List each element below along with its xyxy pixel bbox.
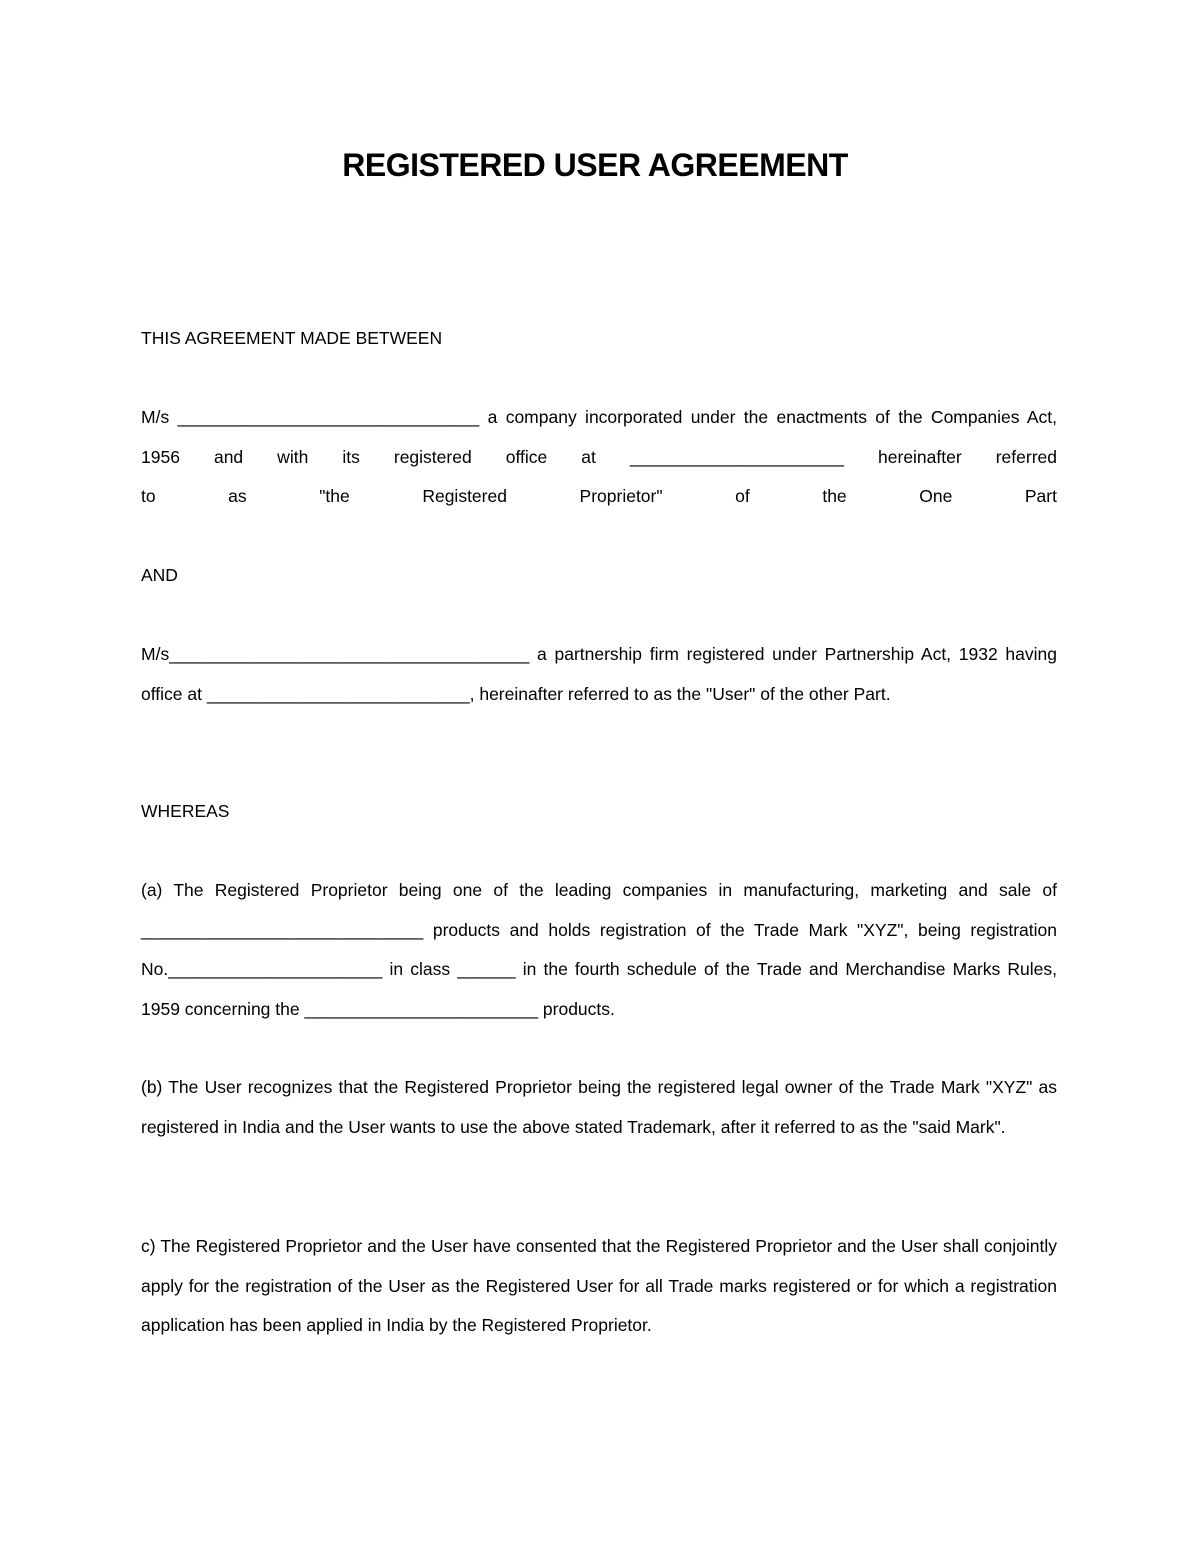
party-one-last-line — [141, 477, 1057, 517]
party-one-word: "the — [319, 486, 350, 506]
clause-b-paragraph: (b) The User recognizes that the Registered Proprietor being the registered legal owner of the Trade Mark "XYZ" as registered in India and the User wants to use the above stated Trademark, after it referred to as the "said Mark". — [141, 1077, 1057, 1137]
clause-c-paragraph: c) The Registered Proprietor and the User have consented that the Registered Proprietor and the User shall conjointly apply for the registration of the User as the Registered User for all Trade marks registered or for which a registration application has been applied in India by the Registered Proprietor. — [141, 1236, 1057, 1335]
clause-a-paragraph: (a) The Registered Proprietor being one of the leading companies in manufacturing, marketing and sale of _____________________________ products and holds registration of the Trade Mark "XYZ", being registration No.______________________ in class ______ in the fourth schedule of the Trade and Merchandise Marks Rules, 1959 concerning the ________________________ products. — [141, 880, 1057, 1019]
party-one-word: of — [735, 486, 750, 506]
party-one-text: M/s _______________________________ a company incorporated under the enactments of the Companies Act, 1956 and with its registered office at ______________________ hereinafter referred — [141, 407, 1057, 467]
party-one-word: Proprietor" — [579, 486, 663, 506]
document-title: REGISTERED USER AGREEMENT — [342, 147, 848, 183]
party-one-word: to — [141, 486, 156, 506]
and-label: AND — [141, 565, 178, 585]
party-one-word: Part — [1024, 486, 1057, 506]
party-one-word: One — [919, 486, 953, 506]
party-one-paragraph — [141, 398, 1057, 517]
party-one-word: as — [228, 486, 247, 506]
party-one-word: the — [822, 486, 847, 506]
agreement-intro: THIS AGREEMENT MADE BETWEEN — [141, 328, 443, 348]
party-one-word: Registered — [422, 486, 507, 506]
whereas-label: WHEREAS — [141, 801, 230, 821]
party-two-paragraph: M/s_____________________________________ a partnership firm registered under Partnership Act, 1932 having office at ___________________________, hereinafter referred to as the "User" of the other Part. — [141, 644, 1057, 704]
